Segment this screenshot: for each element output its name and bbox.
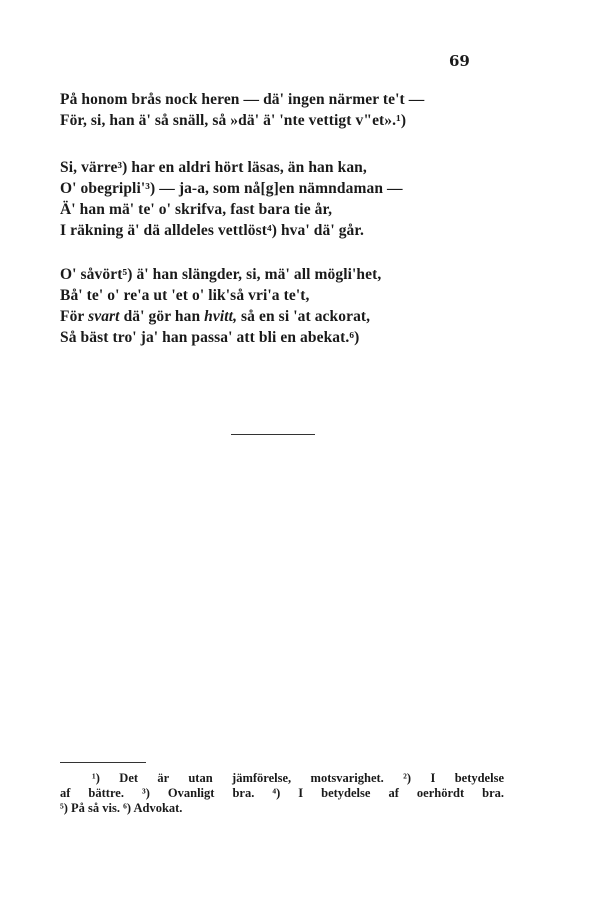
stanza-1 xyxy=(60,89,500,131)
footnote-line: af bättre. ³) Ovanligt bra. ⁴) I betydelse af oerhördt bra. xyxy=(60,786,504,800)
italic-word: hvitt, xyxy=(204,308,238,325)
footnotes xyxy=(60,771,504,816)
verse-text: dä' gör han xyxy=(119,308,205,325)
footnote-divider xyxy=(60,762,146,763)
verse-line: O' obegripli'³) — ja-a, som nå[g]en nämndaman — xyxy=(60,180,403,197)
verse-line: Si, värre³) har en aldri hört läsas, än han kan, xyxy=(60,159,367,176)
footnote-line: ¹) Det är utan jämförelse, motsvarighet. ²) I betydelse xyxy=(92,771,504,785)
italic-word: svart xyxy=(88,308,120,325)
verse-line-mixed xyxy=(60,306,500,327)
stanza-2 xyxy=(60,157,500,241)
verse-line: För, si, han ä' så snäll, så »dä' ä' 'nte vettigt v"et».¹) xyxy=(60,112,407,129)
verse-line: På honom brås nock heren — dä' ingen närmer te't — xyxy=(60,91,425,108)
verse-text: För xyxy=(60,308,89,325)
verse-line: Så bäst tro' ja' han passa' att bli en abekat.⁶) xyxy=(60,329,360,346)
verse-line: I räkning ä' dä alldeles vettlöst⁴) hva' dä' går. xyxy=(60,222,364,239)
verse-text: så en si 'at ackorat, xyxy=(237,308,371,325)
verse-line: O' såvört⁵) ä' han slängder, si, mä' all mögli'het, xyxy=(60,266,382,283)
footnote-line: ⁵) På så vis. ⁶) Advokat. xyxy=(60,801,183,815)
section-divider xyxy=(231,434,315,435)
stanza-3 xyxy=(60,264,500,348)
verse-line: Ä' han mä' te' o' skrifva, fast bara tie år, xyxy=(60,201,333,218)
verse-line: Bå' te' o' re'a ut 'et o' lik'så vri'a te't, xyxy=(60,287,310,304)
page-number: 69 xyxy=(449,52,470,70)
